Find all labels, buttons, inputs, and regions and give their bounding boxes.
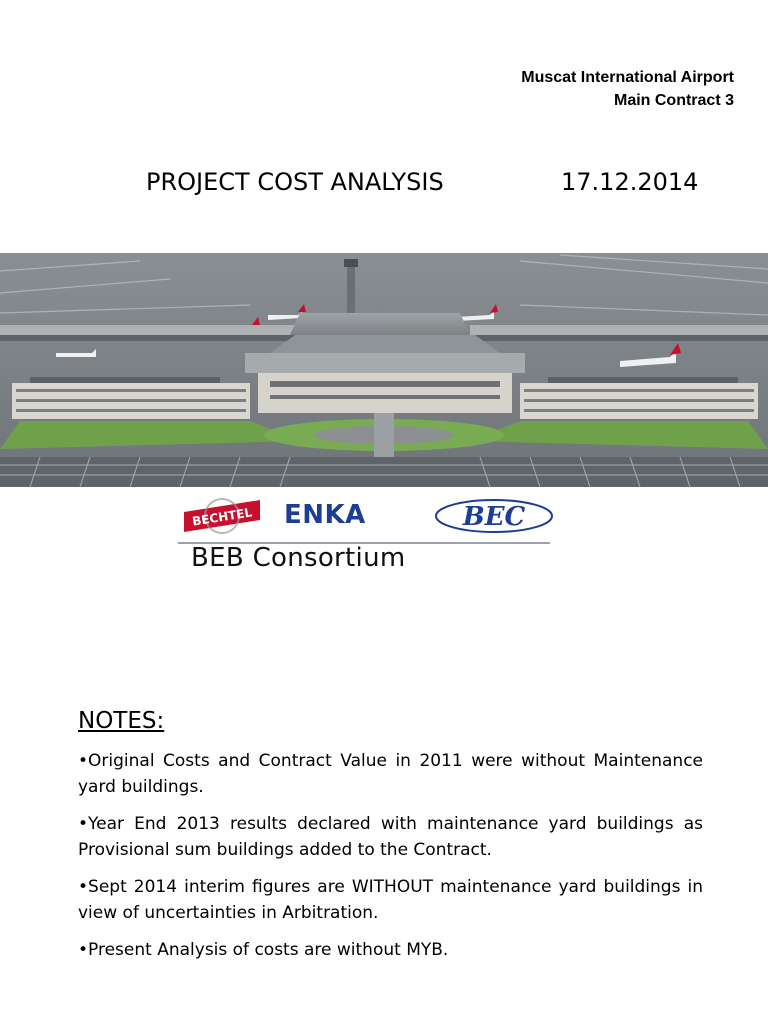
note-item: •Year End 2013 results declared with maintenance yard buildings as Provisional sum buildings added to the Contract. — [78, 814, 703, 860]
airport-name: Muscat International Airport — [521, 69, 734, 86]
title-row — [0, 168, 768, 204]
bec-label: BEC — [462, 502, 526, 532]
note-item: •Present Analysis of costs are without MYB. — [78, 940, 449, 960]
consortium-logo — [176, 496, 556, 576]
contract-name: Main Contract 3 — [613, 92, 734, 109]
document-header — [521, 66, 734, 112]
note-item: •Original Costs and Contract Value in 2011 were without Maintenance yard buildings. — [78, 751, 703, 797]
notes-list — [78, 748, 703, 974]
notes-heading: NOTES: — [78, 708, 165, 734]
document-date: 17.12.2014 — [561, 168, 699, 196]
consortium-name: BEB Consortium — [191, 543, 406, 573]
bechtel-label: BECHTEL — [191, 505, 253, 529]
page-title: PROJECT COST ANALYSIS — [146, 168, 444, 196]
airport-terminal-render — [0, 253, 768, 487]
bec-logo — [434, 498, 554, 534]
bechtel-logo — [180, 498, 264, 534]
note-item: •Sept 2014 interim figures are WITHOUT maintenance yard buildings in view of uncertainties in Arbitration. — [78, 877, 703, 923]
enka-logo: ENKA — [284, 500, 366, 530]
